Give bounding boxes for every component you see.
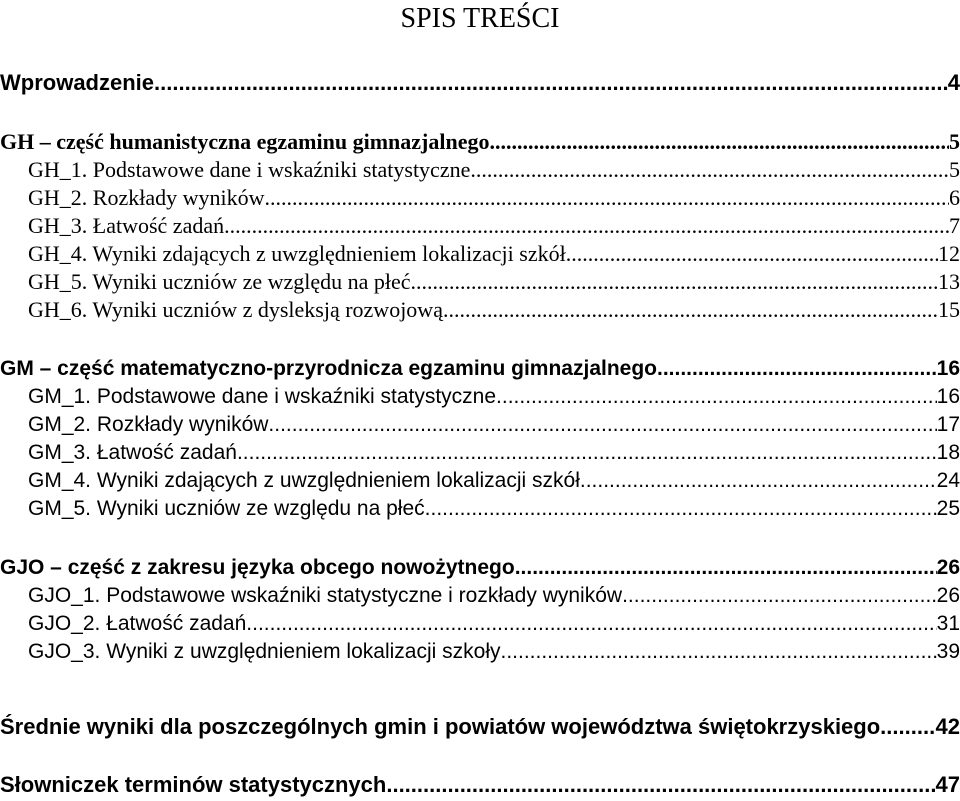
toc-leader [264,184,949,212]
toc-entry-label: Słowniczek terminów statystycznych [0,772,387,797]
toc-leader [880,713,935,741]
toc-page-number: 39 [936,640,960,663]
toc-entry-label: GJO – część z zakresu języka obcego nowożytnego [0,556,515,579]
toc-entry-gh-4[interactable] [0,240,960,268]
toc-page-number: 42 [935,714,960,739]
toc-entry-label: GH_5. Wyniki uczniów ze względu na płeć [28,269,411,294]
toc-entry-gh-6[interactable] [0,296,960,324]
toc-entry-label: GM_2. Rozkłady wyników [28,413,269,436]
toc-page-number: 26 [936,556,960,579]
toc-leader [500,638,936,666]
toc-leader [496,383,937,411]
toc-leader [411,268,938,296]
toc-page-number: 31 [936,612,960,635]
toc-entry-label: GH_6. Wyniki uczniów z dysleksją rozwojową [28,297,443,322]
toc-entry-label: GM_5. Wyniki uczniów ze względu na płeć [28,497,425,520]
toc-entry-gm-1[interactable] [0,383,960,411]
toc-entry-gm-3[interactable] [0,439,960,467]
page-title: SPIS TREŚCI [400,3,560,34]
toc-entry-gh[interactable] [0,128,960,156]
toc-entry-label: GH_1. Podstawowe dane i wskaźniki statystyczne [28,157,471,182]
toc-entry-label: Średnie wyniki dla poszczególnych gmin i powiatów województwa świętokrzyskiego [0,714,881,739]
toc-leader [443,296,938,324]
toc-entry-label: GJO_3. Wyniki z uwzględnieniem lokalizacji szkoły [28,640,501,663]
toc-entry-label: GM – część matematyczno-przyrodnicza egzaminu gimnazjalnego [0,357,657,380]
toc-leader [566,240,938,268]
toc-entry-wprowadzenie[interactable] [0,69,960,97]
toc-entry-label: GH_2. Rozkłady wyników [28,185,265,210]
toc-page-number: 7 [949,213,960,238]
toc-page-number: 13 [938,269,960,294]
toc-entry-label: GM_3. Łatwość zadań [28,441,237,464]
toc-entry-label: GM_1. Podstawowe dane i wskaźniki statystyczne [28,385,497,408]
toc-entry-gm-5[interactable] [0,495,960,523]
toc-leader [622,582,937,610]
toc-page-number: 5 [949,157,960,182]
toc-entry-label: GJO_2. Łatwość zadań [28,612,247,635]
toc-leader [425,495,937,523]
toc-entry-label: GH_3. Łatwość zadań [28,213,225,238]
toc-leader [154,69,948,97]
toc-entry-gm-2[interactable] [0,411,960,439]
toc-entry-slowniczek[interactable] [0,771,960,799]
toc-entry-gjo-2[interactable] [0,610,960,638]
toc-leader [246,610,936,638]
toc-leader [386,771,935,799]
toc-page-number: 17 [936,413,960,436]
toc-page-number: 15 [938,297,960,322]
toc-entry-label: GJO_1. Podstawowe wskaźniki statystyczne i rozkłady wyników [28,584,623,607]
toc-entry-gjo-1[interactable] [0,582,960,610]
toc-page-number: 12 [938,241,960,266]
toc-page-number: 47 [935,772,960,797]
toc-page-number: 16 [936,357,960,380]
toc-entry-label: Wprowadzenie [0,70,155,95]
toc-page-number: 26 [936,584,960,607]
toc-entry-label: GM_4. Wyniki zdających z uwzględnieniem lokalizacji szkół [28,469,580,492]
toc-page-number: 25 [936,497,960,520]
toc-entry-gh-3[interactable] [0,212,960,240]
toc-entry-label: GH – część humanistyczna egzaminu gimnazjalnego [0,129,490,154]
toc-leader [268,411,936,439]
toc-entry-gh-5[interactable] [0,268,960,296]
toc-entry-gh-2[interactable] [0,184,960,212]
toc-page-number: 4 [947,70,960,95]
toc-page-number: 24 [936,469,960,492]
toc-entry-gm[interactable] [0,355,960,383]
toc-leader [224,212,949,240]
toc-page-number: 16 [936,385,960,408]
toc-leader [489,128,949,156]
toc-leader [580,467,937,495]
toc-entry-srednie-wyniki[interactable] [0,713,960,741]
toc-page-number: 6 [949,185,960,210]
toc-entry-gh-1[interactable] [0,156,960,184]
toc-entry-label: GH_4. Wyniki zdających z uwzględnieniem lokalizacji szkół [28,241,566,266]
toc-entry-gm-4[interactable] [0,467,960,495]
toc-entry-gjo[interactable] [0,554,960,582]
toc-leader [515,554,937,582]
toc-leader [237,439,937,467]
toc-leader [657,355,937,383]
toc-page-number: 5 [949,129,960,154]
toc-entry-gjo-3[interactable] [0,638,960,666]
toc-page-number: 18 [936,441,960,464]
toc-leader [470,156,949,184]
